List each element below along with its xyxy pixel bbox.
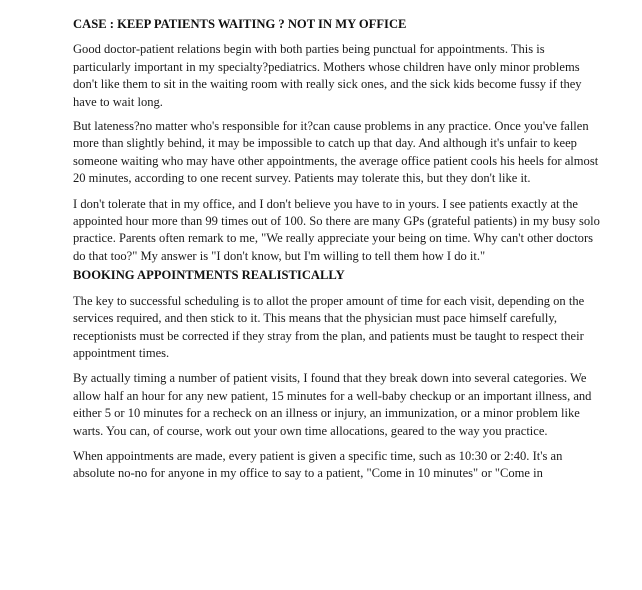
section-heading: BOOKING APPOINTMENTS REALISTICALLY	[73, 268, 345, 283]
paragraph: But lateness?no matter who's responsible for it?can cause problems in any practice. Once you've fallen more than slightly behind, it may be impossible to catch up that day. And although it's unfair to keep someone waiting who may have other appointments, the average office patient cools his heels for almost 20 minutes, according to one recent survey. Patients may tolerate this, but they don't like it.	[73, 119, 599, 186]
paragraph: Good doctor-patient relations begin with both parties being punctual for appointments. This is particularly important in my specialty?pediatrics. Mothers whose children have only minor problems don't like them to sit in the waiting room with really sick ones, and the sick kids become fussy if they have to wait long.	[73, 42, 582, 109]
paragraph: By actually timing a number of patient visits, I found that they break down into several categories. We allow half an hour for any new patient, 15 minutes for a well-baby checkup or an important illness, and either 5 or 10 minutes for a recheck on an illness or injury, an immunization, or a minor problem like warts. You can, of course, work out your own time allocations, geared to the way you practice.	[73, 371, 592, 438]
paragraph: When appointments are made, every patient is given a specific time, such as 10:30 or 2:40. It's an absolute no-no for anyone in my office to say to a patient, "Come in 10 minutes" or "Come in	[73, 448, 563, 481]
document-page	[73, 16, 603, 491]
paragraph: I don't tolerate that in my office, and I don't believe you have to in yours. I see patients exactly at the appointed hour more than 99 times out of 100. So there are many GPs (grateful patients) in my busy solo practice. Parents often remark to me, "We really appreciate your being on time. Why can't other doctors do that too?" My answer is "I don't know, but I'm willing to tell them how I do it."	[73, 196, 600, 263]
paragraph: The key to successful scheduling is to allot the proper amount of time for each visit, depending on the services required, and then stick to it. This means that the physician must pace himself carefully, receptionists must be corrected if they stray from the plan, and patients must be taught to respect their appointment times.	[73, 293, 585, 360]
document-title: CASE : KEEP PATIENTS WAITING ? NOT IN MY OFFICE	[73, 17, 407, 31]
